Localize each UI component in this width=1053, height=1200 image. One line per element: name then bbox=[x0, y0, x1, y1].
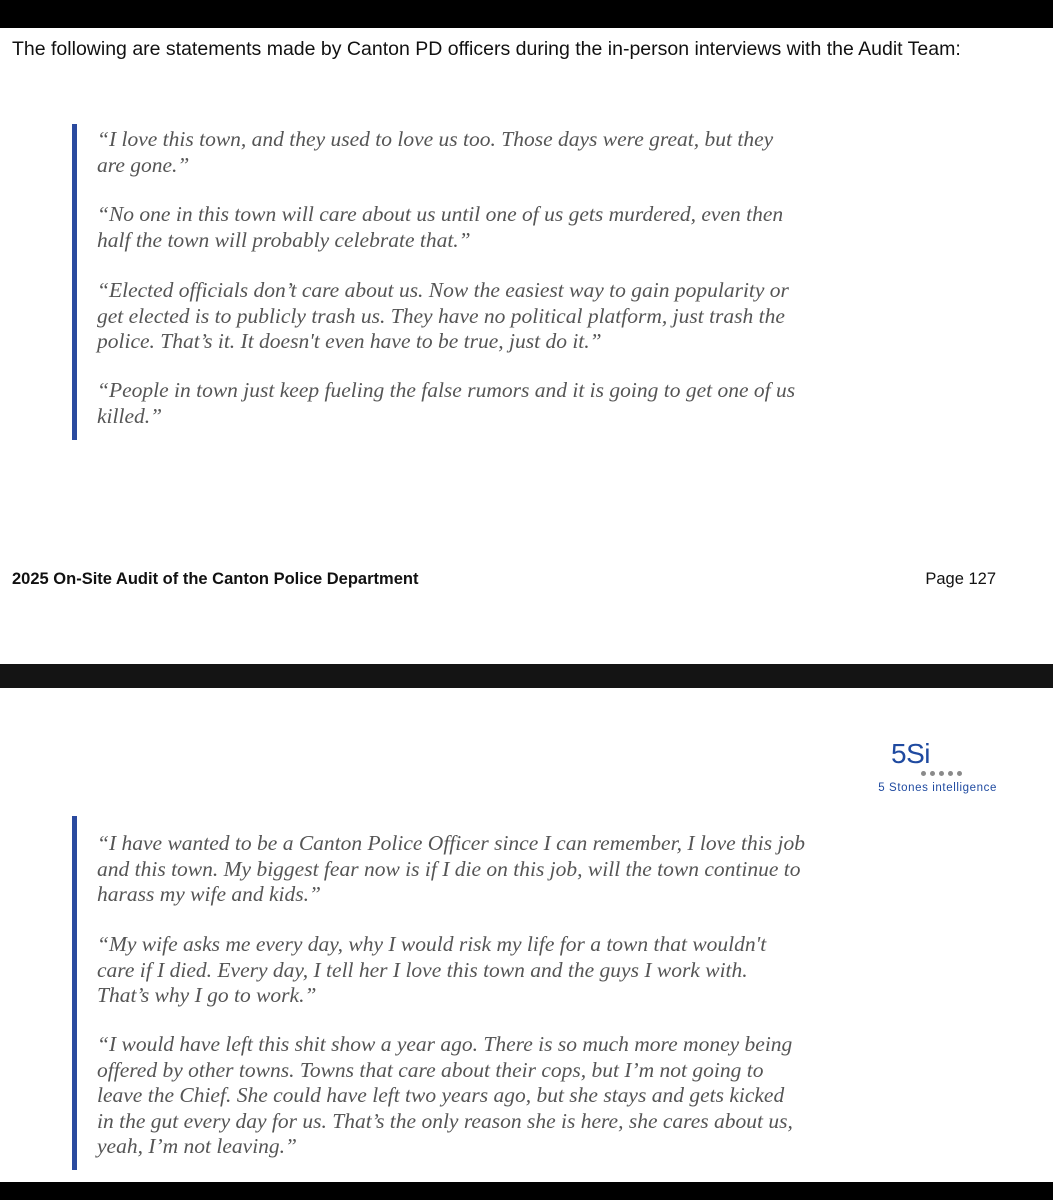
quote-line: get elected is to publicly trash us. They have no political platform, just trash the bbox=[97, 303, 785, 328]
quote-line: half the town will probably celebrate that.” bbox=[97, 227, 471, 252]
quote-4 bbox=[97, 378, 795, 429]
quote-line: “People in town just keep fueling the false rumors and it is going to get one of us bbox=[97, 378, 796, 402]
quote-line: care if I died. Every day, I tell her I love this town and the guys I work with. bbox=[97, 957, 748, 982]
quote-line: and this town. My biggest fear now is if I die on this job, will the town continue to bbox=[97, 856, 801, 881]
quote-2 bbox=[97, 202, 783, 253]
quote-line: leave the Chief. She could have left two years ago, but she stays and gets kicked bbox=[97, 1083, 785, 1107]
quote-7 bbox=[97, 1032, 793, 1160]
quote-rule bbox=[72, 816, 77, 1170]
quote-rule bbox=[72, 124, 77, 440]
logo-text: 5 Stones intelligence bbox=[878, 782, 997, 794]
quote-1 bbox=[97, 127, 773, 178]
quote-block-page-2 bbox=[72, 816, 972, 1170]
quote-line: “I love this town, and they used to love us too. Those days were great, but they bbox=[97, 127, 774, 151]
quote-line: yeah, I’m not leaving.” bbox=[97, 1134, 298, 1158]
logo-mark: 5Si bbox=[891, 738, 930, 769]
quote-line: “Elected officials don’t care about us. Now the easiest way to gain popularity or bbox=[97, 278, 789, 302]
footer-page-number: Page 127 bbox=[925, 570, 996, 588]
quote-line: in the gut every day for us. That’s the only reason she is here, she cares about us, bbox=[97, 1108, 793, 1133]
quote-line: “My wife asks me every day, why I would risk my life for a town that wouldn't bbox=[97, 932, 767, 956]
quote-line: That’s why I go to work.” bbox=[97, 983, 317, 1007]
top-black-bar bbox=[0, 0, 1053, 28]
quote-line: police. That’s it. It doesn't even have to be true, just do it.” bbox=[97, 329, 602, 353]
quote-line: “I have wanted to be a Canton Police Officer since I can remember, I love this job bbox=[97, 831, 805, 855]
quote-6 bbox=[97, 932, 766, 1009]
bottom-black-bar bbox=[0, 1182, 1053, 1200]
logo-dots-icon bbox=[921, 771, 962, 776]
footer-document-title: 2025 On-Site Audit of the Canton Police Department bbox=[12, 570, 419, 588]
quote-line: “No one in this town will care about us until one of us gets murdered, even then bbox=[97, 202, 784, 226]
quote-3 bbox=[97, 278, 789, 355]
quote-line: offered by other towns. Towns that care about their cops, but I’m not going to bbox=[97, 1057, 764, 1082]
quote-line: “I would have left this shit show a year ago. There is so much more money being bbox=[97, 1032, 793, 1056]
quote-5 bbox=[97, 831, 805, 908]
page-divider-bar bbox=[0, 664, 1053, 688]
intro-paragraph: The following are statements made by Canton PD officers during the in-person interviews with the Audit Team: bbox=[12, 38, 961, 60]
quote-block-page-1 bbox=[72, 124, 972, 440]
quote-line: killed.” bbox=[97, 403, 163, 428]
quote-line: are gone.” bbox=[97, 152, 190, 177]
company-logo bbox=[860, 738, 1000, 802]
quote-line: harass my wife and kids.” bbox=[97, 882, 321, 906]
